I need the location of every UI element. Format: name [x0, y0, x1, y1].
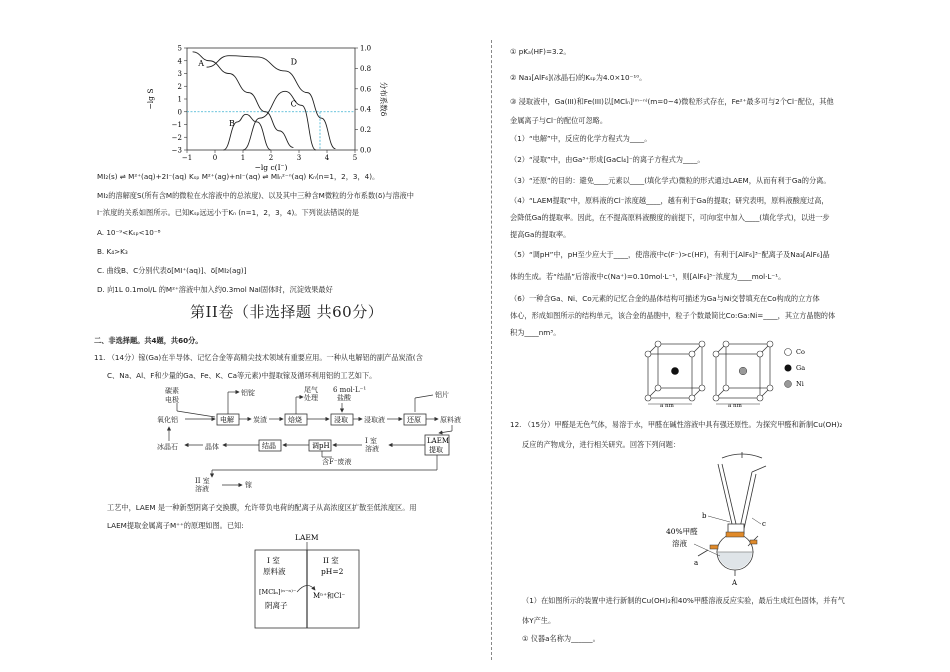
membrane-laem-label: LAEM	[295, 533, 319, 542]
flow-huanyuan: 还原	[407, 416, 421, 424]
membrane-left-1: I 室	[267, 556, 280, 565]
flow-jinquye: 浸取液	[364, 416, 385, 424]
q11-text-4: LAEM提取金属离子M⁺⁺的原理如图。已知:	[107, 521, 244, 530]
right-column	[510, 40, 910, 665]
y-left-tick-label: 1	[177, 95, 182, 104]
curve-D	[207, 56, 336, 149]
x-axis-label: −lg c(I⁻)	[254, 163, 288, 172]
apparatus-figure	[658, 452, 798, 587]
flow-bingjingshi: 冰晶石	[157, 443, 178, 451]
ga-atom	[671, 367, 679, 375]
membrane-right-1: II 室	[323, 556, 339, 565]
sub-q4b: 会降低Ga的提取率。因此，在不提高原料液酸度的前提下，可向I室中加入____(填化学式)，以进一步	[510, 213, 830, 222]
flow-yuanliaoye: 原料液	[440, 416, 461, 424]
section-heading: 二、非选择题。共4题，共60分。	[94, 336, 203, 345]
known-2: ② Na₃[AlF₆](冰晶石)的Kₛₚ为4.0×10⁻¹⁰。	[510, 73, 647, 82]
curve-label-C: C	[290, 99, 297, 109]
option-a: A. 10⁻⁹<Kₛₚ<10⁻⁸	[97, 228, 161, 237]
apparatus-label-b: b	[702, 512, 707, 520]
sub-q4c: 提高Ga的提取率。	[510, 230, 571, 239]
chart-frame	[187, 48, 355, 150]
flow-jingti: 晶体	[205, 443, 219, 451]
flow-hanf: 含F⁻废液	[322, 458, 352, 466]
y-right-tick-label: 0.0	[360, 146, 372, 155]
curve-label-D: D	[290, 57, 298, 67]
flow-laem-2: 提取	[429, 446, 443, 454]
flow-room1-1: I 室	[365, 437, 377, 445]
apparatus-label-A: A	[732, 579, 738, 587]
sub-q3: （3）“还原”的目的：避免____元素以____(填化学式)微粒的形式通过LAEM，从而有利于Ga的分离。	[510, 176, 831, 185]
option-d: D. 向1L 0.1mol/L 的M²⁺溶液中加入约0.3mol NaI固体时，沉淀效果最好	[97, 285, 333, 294]
y-left-tick-label: −1	[171, 121, 182, 129]
flow-jia: 镓	[245, 481, 252, 489]
x-tick-label: −1	[181, 154, 193, 162]
legend-ga: Ga	[796, 364, 806, 372]
membrane-left-2: 原料液	[263, 567, 286, 576]
sub-q1: （1）“电解”中，反应的化学方程式为____。	[510, 134, 652, 143]
flow-room1-2: 溶液	[365, 445, 379, 453]
crystal-a-label-2: a nm	[728, 403, 742, 409]
laem-membrane-diagram	[247, 532, 367, 632]
x-tick-label: 2	[268, 154, 274, 162]
y-left-tick-label: 3	[177, 70, 182, 78]
q12-sub1-b: 体Y产生。	[522, 616, 556, 625]
known-3b: 金属离子与Cl⁻的配位可忽略。	[510, 116, 608, 125]
flow-laem-1: LAEM	[427, 437, 449, 445]
q11-line-1: 11. （14分）镓(Ga)在半导体、记忆合金等高精尖技术领域有重要应用。一种从电解铝的副产品炭渣(含	[94, 353, 423, 362]
q10-text-2: I⁻浓度的关系如图所示。已知Kₛₚ远远小于Kₙ (n=1，2，3，4)。下列说法错误的是	[97, 208, 359, 217]
equilibrium-equations: MI₂(s) ⇌ M²⁺(aq)+2I⁻(aq) Kₛₚ M²⁺(ag)+nI⁻(aq) ⇌ MIₙ²⁻ⁿ(aq) Kₙ(n=1，2，3，4)。	[97, 172, 380, 181]
q12-sub1-a: （1）在如图所示的装置中进行新制的Cu(OH)₂和40%甲醛溶液反应实验，最后生成红色固体，并有气	[522, 596, 845, 605]
flow-jiejing: 结晶	[262, 442, 276, 450]
known-3: ③ 浸取液中，Ga(III)和Fe(III)以[MClₙ]⁽ᵐ⁻ⁿ⁾(m=0~4)微粒形式存在，Fe²⁺最多可与2个Cl⁻配位，其他	[510, 97, 834, 106]
ni-atom	[739, 367, 747, 375]
flow-room2-1: II 室	[195, 477, 210, 485]
flow-weiqi-1: 尾气	[304, 386, 318, 394]
membrane-left-3: 阴离子	[265, 601, 288, 610]
flow-acid-1: 6 mol·L⁻¹	[333, 386, 367, 394]
membrane-left-ion: [MClₙ]⁽ⁿ⁻ⁿ⁾⁻	[259, 588, 297, 596]
flow-room2-2: 溶液	[195, 485, 209, 493]
y-right-tick-label: 0.8	[360, 64, 372, 73]
y-right-tick-label: 0.4	[360, 105, 372, 114]
x-tick-label: 3	[296, 154, 302, 162]
flow-lvding: 铝锭	[241, 389, 255, 397]
y-right-tick-label: 0.6	[360, 85, 372, 94]
y-right-axis-label: 分布系数δ	[379, 81, 388, 117]
flow-weiqi-2: 处理	[304, 394, 318, 402]
membrane-right-2: pH=2	[321, 567, 344, 576]
q10-text-1: MI₂的溶解度S(所有含M的微粒在水溶液中的总浓度)、以及其中三种含M微粒的分布系数(δ)与溶液中	[97, 191, 414, 200]
y-right-tick-label: 1.0	[360, 44, 372, 53]
sub-q2: （2）“浸取”中，由Ga³⁺形成[GaCl₄]⁻的离子方程式为____。	[510, 155, 705, 164]
flow-yanghualv: 氧化铝	[157, 416, 178, 424]
column-divider	[491, 40, 492, 660]
y-left-tick-label: 2	[177, 82, 182, 91]
sub-q5a: （5）“调pH”中，pH至少应大于____，使溶液中c(F⁻)>c(HF)，有利于[AlF₆]³⁻配离子及Na₃[AlF₆]晶	[510, 250, 830, 259]
apparatus-solution-2: 溶液	[672, 539, 687, 548]
sub-q6a: （6）一种含Ga、Ni、Co元素的记忆合金的晶体结构可描述为Ga与Ni交替填充在Co构成的立方体	[510, 294, 820, 303]
crystal-a-label-1: a nm	[660, 403, 674, 409]
process-flow-diagram	[157, 385, 477, 495]
q11-line-2: C、Na、Al、F和少量的Ga、Fe、K、Ca等元素)中提取镓及循环利用铝的工艺如下。	[107, 371, 377, 380]
sub-q4a: （4）“LAEM提取”中，原料液的Cl⁻浓度越____，越有利于Ga的提取；研究表明，原料液酸度过高，	[510, 196, 829, 205]
curve-label-B: B	[229, 118, 235, 128]
q12-sub1-c: ① 仪器a名称为______。	[522, 634, 600, 643]
flow-tiaoph: 调pH	[312, 442, 330, 450]
apparatus-solution-1: 40%甲醛	[666, 527, 698, 536]
curve-label-A: A	[198, 58, 204, 68]
y-left-tick-label: 5	[177, 44, 182, 53]
x-tick-label: 1	[240, 154, 246, 162]
x-tick-label: 5	[352, 154, 358, 162]
y-left-tick-label: −2	[171, 133, 182, 142]
option-b: B. K₄>K₃	[97, 247, 128, 256]
apparatus-label-a: a	[694, 559, 699, 567]
flow-lvpian: 铝片	[435, 391, 449, 399]
x-tick-label: 0	[212, 154, 218, 162]
flow-jinqu: 浸取	[334, 416, 348, 424]
y-left-tick-label: −3	[171, 146, 182, 155]
known-1: ① pKₐ(HF)=3.2。	[510, 47, 571, 56]
y-left-axis-label: −lg S	[146, 88, 155, 110]
flow-acid-2: 盐酸	[337, 394, 351, 402]
section-title: 第II卷（非选择题 共60分）	[190, 303, 384, 321]
y-left-tick-label: 0	[177, 108, 182, 117]
apparatus-label-c: c	[762, 520, 766, 528]
flow-tansu-2: 电极	[165, 396, 179, 404]
q12-line-1: 12. （15分）甲醛是无色气体，易溶于水，甲醛在碱性溶液中具有强还原性。为探究甲醛和新制Cu(OH)₂	[510, 420, 843, 429]
q12-line-2: 反应的产物成分，进行相关研究。回答下列问题：	[522, 440, 681, 449]
sub-q6c: 积为____nm³。	[510, 328, 561, 337]
y-left-tick-label: 4	[177, 57, 182, 66]
left-column	[94, 40, 475, 665]
solubility-chart	[137, 40, 387, 170]
flow-dianjie: 电解	[220, 416, 234, 424]
sub-q5b: 体的生成。若“结晶”后溶液中c(Na⁺)=0.10mol·L⁻¹，则[AlF₆]³⁻浓度为____mol·L⁻¹。	[510, 272, 786, 281]
q11-text-3: 工艺中，LAEM 是一种新型阴离子交换膜，允许带负电荷的配离子从高浓度区扩散至低浓度区。用	[107, 503, 417, 512]
legend-co: Co	[796, 348, 805, 356]
option-c: C. 曲线B、C分别代表δ[MI⁺(aq)]、δ[MI₂(ag)]	[97, 266, 247, 275]
crystal-structure-figure	[642, 342, 842, 408]
flow-tansu-1: 碳素	[165, 387, 179, 395]
sub-q6b: 体心，形成如图所示的结构单元，该合金的晶胞中，粒子个数最简比Co:Ga:Ni=____，其立方晶胞的体	[510, 311, 836, 320]
flow-tanzha: 炭渣	[253, 416, 267, 424]
flow-beishao: 焙烧	[288, 416, 302, 424]
y-right-tick-label: 0.2	[360, 126, 372, 135]
membrane-right-ion: Mⁿ⁺和Cl⁻	[313, 592, 346, 600]
legend-ni: Ni	[796, 380, 804, 388]
x-tick-label: 4	[324, 154, 330, 162]
curve-A	[193, 52, 294, 148]
